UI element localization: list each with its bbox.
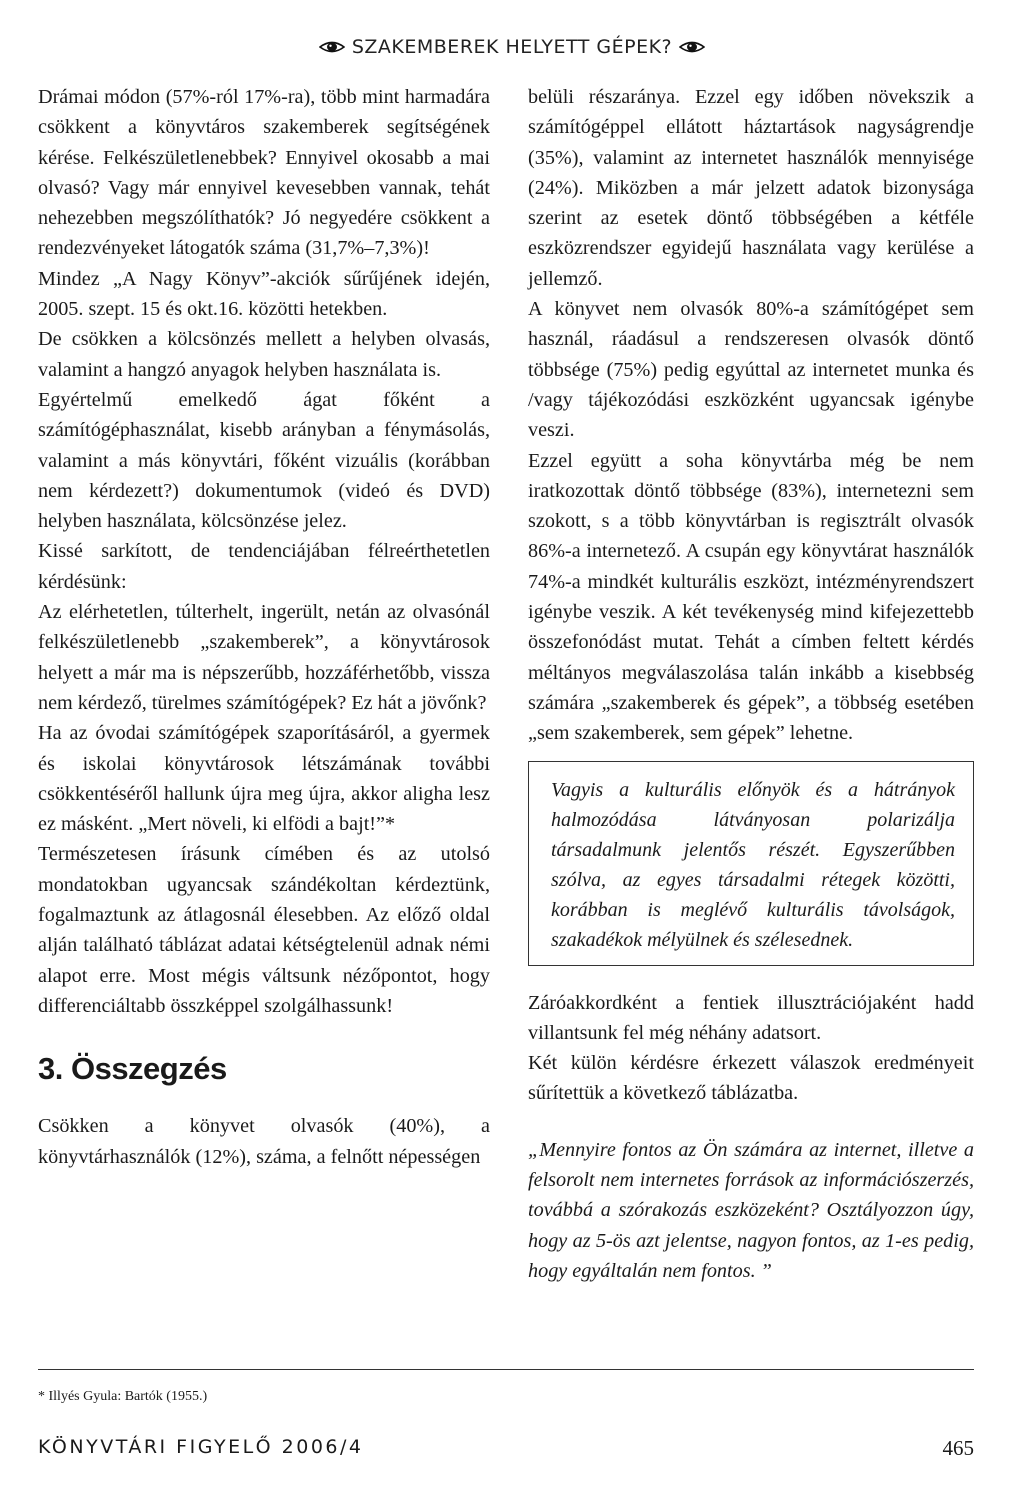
paragraph: Ezzel együtt a soha könyvtárba még be nem iratkozottak döntő többsége (83%), internetezni sem szokott, s a több könyvtárban is regisztrált olvasók 86%-a internetező. A csupán egy könyvtárat használók 74%-a mindkét kulturális eszközt, intézményrendszert igénybe veszik. A két tevékenység mind kifejezettebb összefonódást mutat. Tehát a címben feltett kérdés méltányos megválaszolása talán inkább a kisebbség számára „szakemberek és gépek”, a többség esetében „sem szakemberek, sem gépek” lehetne. bbox=[528, 449, 974, 745]
running-header-title: SZAKEMBEREK HELYETT GÉPEK? bbox=[351, 36, 673, 58]
footnote: * Illyés Gyula: Bartók (1955.) bbox=[38, 1389, 208, 1404]
paragraph: Drámai módon (57%-ról 17%-ra), több mint harmadára csökkent a könyvtáros szakemberek segítségének kérése. Felkészületlenebbek? Ennyivel okosabb a mai olvasó? Vagy már ennyivel kevesebben vannak, tehát nehezebben megszólíthatók? Jó negyedére csökkent a rendezvényeket látogatók száma (31,7%–7,3%)! bbox=[38, 86, 490, 260]
section-paragraph: Csökken a könyvet olvasók (40%), a könyvtárhasználók (12%), száma, a felnőtt népességen bbox=[38, 1115, 490, 1168]
page-number: 465 bbox=[942, 1436, 974, 1460]
left-column bbox=[38, 82, 490, 1172]
paragraph: Mindez „A Nagy Könyv”-akciók sűrűjének idején, 2005. szept. 15 és okt.16. közötti hetekben. bbox=[38, 267, 490, 321]
paragraph: Ha az óvodai számítógépek szaporításáról, a gyermek és iskolai könyvtárosok létszámának további csökkentéséről hallunk újra meg újra, akkor aligha lesz ez másként. „Mert növeli, ki elfödi a bajt!”* bbox=[38, 722, 490, 836]
survey-question-quote: „Mennyire fontos az Ön számára az internet, illetve a felsorolt nem internetes források az információszerzés, továbbá a szórakozás eszközeként? Osztályozzon úgy, hogy az 5-ös azt jelentse, nagyon fontos, az 1-es pedig, hogy egyáltalán nem fontos. ” bbox=[528, 1138, 974, 1282]
paragraph: Természetesen írásunk címében és az utolsó mondatokban ugyancsak szándékoltan kérdeztünk, fogalmaztunk az átlagosnál élesebben. Az előző oldal alján található táblázat adatai kétségtelenül adnak némi alapot erre. Most mégis váltsunk nézőpontot, hogy differenciáltabb összképpel szolgálhassunk! bbox=[38, 843, 490, 1017]
eye-ornament-icon bbox=[679, 40, 705, 54]
paragraph: Kissé sarkított, de tendenciájában félreérthetetlen kérdésünk: bbox=[38, 540, 490, 593]
eye-ornament-icon bbox=[319, 40, 345, 54]
right-column bbox=[528, 82, 974, 1286]
running-header bbox=[0, 36, 1024, 58]
paragraph: Záróakkordként a fentiek illusztrációjaként hadd villantsunk fel még néhány adatsort. bbox=[528, 991, 974, 1044]
paragraph: De csökken a kölcsönzés mellett a helyben olvasás, valamint a hangzó anyagok helyben használata is. bbox=[38, 328, 490, 381]
paragraph: Az elérhetetlen, túlterhelt, ingerült, netán az olvasónál felkészületlenebb „szakemberek”, a könyvtárosok helyett a már ma is népszerűbb, hozzáférhetőbb, vissza nem kérdező, türelmes számítógépek? Ez hát a jövőnk? bbox=[38, 601, 490, 714]
callout-box: Vagyis a kulturális előnyök és a hátrányok halmozódása látványosan polarizálja társadalmunk jelentős részét. Egyszerűbben szólva, az egyes társadalmi rétegek közötti, korábban is meglévő kulturális távolságok, szakadékok mélyülnek és szélesednek. bbox=[528, 761, 974, 966]
paragraph: belüli részaránya. Ezzel egy időben növekszik a számítógéppel ellátott háztartások nagyságrendje (35%), valamint az internetet használók mennyisége (24%). Miközben a már jelzett adatok bizonysága szerint az esetek döntő többségében a kétféle eszközrendszer egyidejű használata vagy kerülése a jellemző. bbox=[528, 86, 974, 290]
footnote-divider bbox=[38, 1369, 974, 1370]
footer-journal-title: KÖNYVTÁRI FIGYELŐ 2006/4 bbox=[38, 1436, 364, 1458]
section-heading: 3. Összegzés bbox=[38, 1051, 227, 1087]
paragraph: Egyértelmű emelkedő ágat főként a számítógéphasználat, kisebb arányban a fénymásolás, valamint a más könyvtári, főként vizuális (korábban nem kérdezett?) dokumentumok (videó és DVD) helyben használata, kölcsönzése jelez. bbox=[38, 388, 490, 533]
paragraph: A könyvet nem olvasók 80%-a számítógépet sem használ, ráadásul a rendszeresen olvasók döntő többsége (75%) pedig egyúttal az internetet munka és /vagy tájékozódási eszközként ugyancsak igénybe veszi. bbox=[528, 298, 974, 442]
paragraph: Két külön kérdésre érkezett válaszok eredményeit sűrítettük a következő táblázatba. bbox=[528, 1052, 974, 1105]
